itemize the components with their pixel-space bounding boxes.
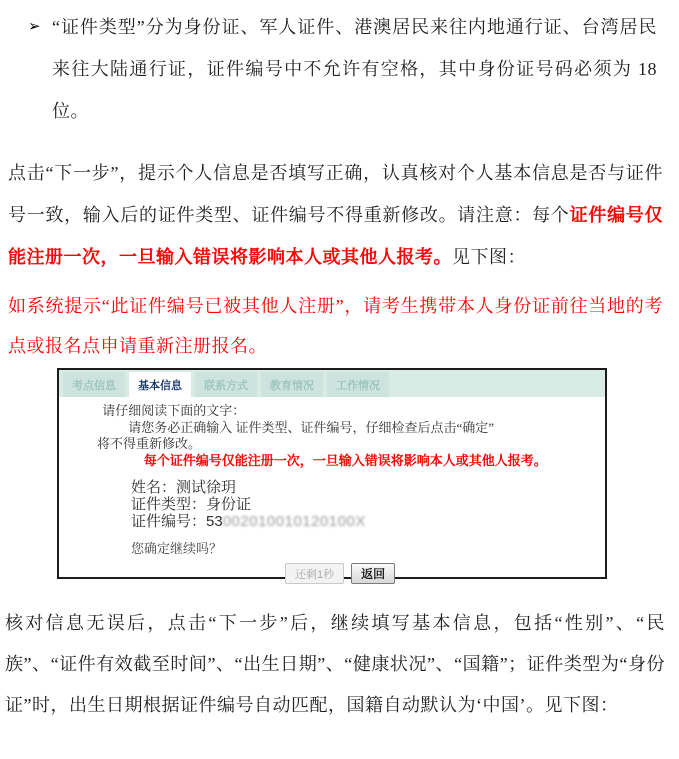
- back-button[interactable]: 返回: [351, 563, 395, 584]
- next-step-text-lead: 点击“下一步”，提示个人信息是否填写正确，认真核对个人基本信息是否与证件号一致，输入后的证件类型、证件编号不得重新修改。请注意：每个: [8, 163, 663, 225]
- document-page: [0, 6, 679, 759]
- cert-no-value: [131, 513, 595, 530]
- next-step-paragraph: [8, 152, 663, 278]
- cert-no-masked: 002010010120100X: [222, 513, 366, 530]
- tab-basic-info[interactable]: 基本信息: [129, 372, 191, 397]
- tab-exam-site-info[interactable]: 考点信息: [63, 372, 125, 397]
- certificate-type-note: [28, 6, 657, 132]
- name-value: 姓名：测试徐玥: [131, 479, 237, 496]
- notice-line-2: 请您务必正确输入 证件类型、证件编号，仔细检查后点击“确定”: [128, 419, 494, 435]
- confirm-question: 您确定继续吗？: [131, 541, 223, 556]
- cert-no-label: 证件编号：: [131, 513, 207, 530]
- tab-contact-info[interactable]: 联系方式: [195, 372, 257, 397]
- arrow-bullet-icon: ➢: [28, 19, 42, 35]
- button-row: [285, 563, 595, 584]
- registration-warning-text: 证件编号仅能注册一次，一旦输入错误将影响本人或其他人报考。: [8, 205, 664, 267]
- cert-type-value: 证件类型：身份证: [131, 496, 252, 513]
- countdown-button[interactable]: 还剩1秒: [285, 563, 344, 584]
- notice-line-1: 请仔细阅读下面的文字：: [102, 403, 246, 418]
- notice-line-3: 将不得重新修改。: [97, 436, 202, 451]
- reregister-warning-paragraph: 如系统提示“此证件编号已被其他人注册”，请考生携带本人身份证前往当地的考点或报名点申请重新注册报名。: [8, 296, 663, 356]
- cert-no-prefix: 53: [206, 513, 223, 530]
- applicant-info-block: [131, 479, 595, 530]
- notice-warning-text: 每个证件编号仅能注册一次，一旦输入错误将影响本人或其他人报考。: [143, 452, 547, 468]
- embedded-form-screenshot: [57, 368, 607, 579]
- certificate-type-note-text: “证件类型”分为身份证、军人证件、港澳居民来往内地通行证、台湾居民来往大陆通行证，证件编号中不允许有空格，其中身份证号码必须为 18 位。: [52, 17, 657, 121]
- tab-work-info[interactable]: 工作情况: [327, 372, 389, 397]
- notice-block: [97, 403, 595, 469]
- tab-education-info[interactable]: 教育情况: [261, 372, 323, 397]
- form-content: [59, 397, 605, 581]
- see-figure-text: 见下图：: [452, 247, 526, 267]
- followup-paragraph: 核对信息无误后，点击“下一步”后，继续填写基本信息，包括“性别”、“民族”、“证件有效截至时间”、“出生日期”、“健康状况”、“国籍”；证件类型为“身份证”时，出生日期根据证件编号自动匹配，国籍自动默认为‘中国’。见下图：: [5, 613, 665, 715]
- tab-bar: [59, 370, 605, 397]
